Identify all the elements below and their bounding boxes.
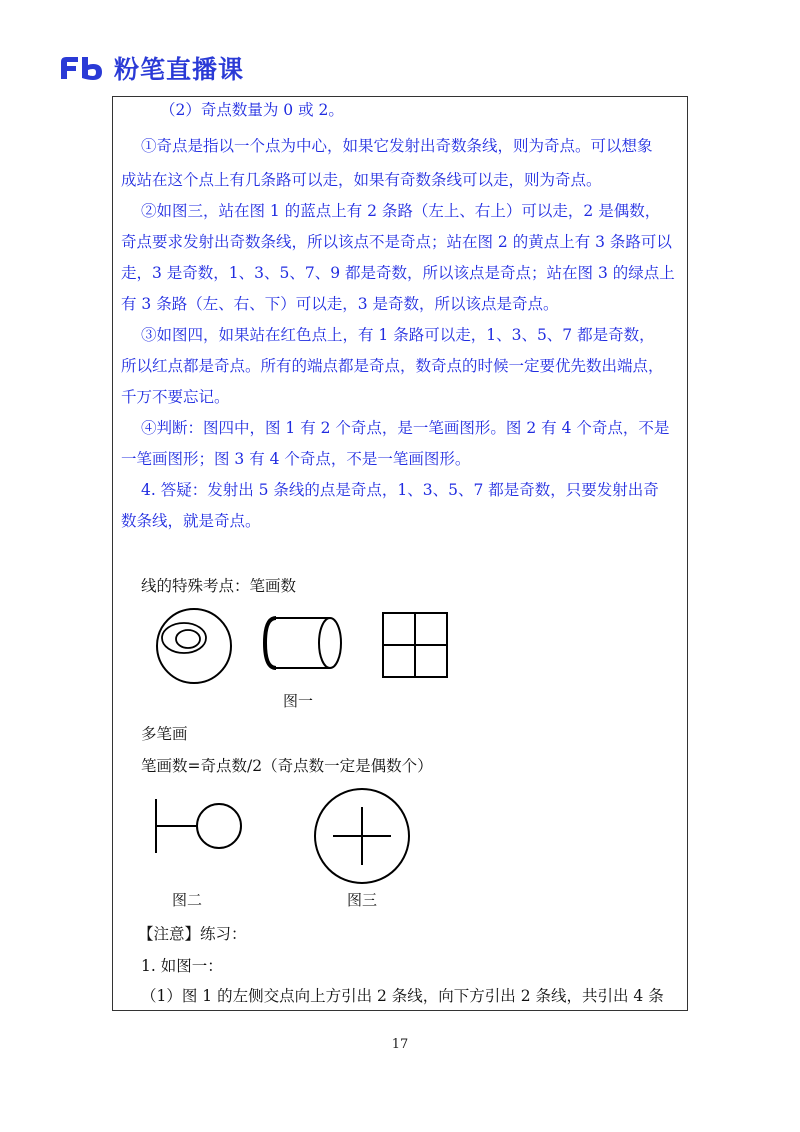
text-line: ④判断：图四中，图 1 有 2 个奇点，是一笔画图形。图 2 有 4 个奇点，不是 (141, 419, 670, 437)
figure-caption: 图三 (347, 891, 378, 909)
text-line: 成站在这个点上有几条路可以走，如果有奇数条线可以走，则为奇点。 (121, 171, 602, 189)
question-line: 1. 如图一： (141, 957, 223, 975)
text-line: ①奇点是指以一个点为中心，如果它发射出奇数条线，则为奇点。可以想象 (141, 137, 653, 155)
section-heading: 线的特殊考点：笔画数 (141, 577, 297, 595)
text-line: 有 3 条路（左、右、下）可以走，3 是奇数，所以该点是奇点。 (121, 295, 559, 313)
fb-logo-icon (58, 55, 104, 81)
text-line: 一笔画图形；图 3 有 4 个奇点，不是一笔画图形。 (121, 450, 471, 468)
note-heading: 【注意】练习： (138, 925, 247, 943)
figure-circle-cross (312, 786, 412, 886)
figure-cylinder (262, 615, 347, 671)
text-line: 奇点要求发射出奇数条线，所以该点不是奇点；站在图 2 的黄点上有 3 条路可以 (121, 233, 672, 251)
figure-grid-square (380, 610, 450, 680)
text-line: 多笔画 (141, 725, 188, 743)
figure-caption: 图一 (283, 692, 314, 710)
question-line: （1）图 1 的左侧交点向上方引出 2 条线，向下方引出 2 条线，共引出 4 条 (141, 987, 664, 1005)
brand-header (58, 50, 244, 86)
formula-line: 笔画数=奇点数/2（奇点数一定是偶数个） (141, 757, 433, 775)
text-line: 千万不要忘记。 (121, 388, 230, 406)
text-line: 走，3 是奇数，1、3、5、7、9 都是奇数，所以该点是奇点；站在图 3 的绿点上 (121, 264, 675, 282)
text-line: ③如图四，如果站在红色点上，有 1 条路可以走，1、3、5、7 都是奇数， (141, 326, 655, 344)
text-line: 数条线，就是奇点。 (121, 512, 261, 530)
figure-circle-ellipses (150, 606, 240, 686)
page-number: 17 (391, 1037, 409, 1052)
text-line: 所以红点都是奇点。所有的端点都是奇点，数奇点的时候一定要优先数出端点， (121, 357, 664, 375)
brand-name: 粉笔直播课 (114, 55, 245, 84)
figure-caption: 图二 (172, 891, 203, 909)
figure-line-circle (148, 796, 248, 856)
text-line: 4. 答疑：发射出 5 条线的点是奇点，1、3、5、7 都是奇数，只要发射出奇 (141, 481, 659, 499)
text-line: ②如图三，站在图 1 的蓝点上有 2 条路（左上、右上）可以走，2 是偶数， (141, 202, 661, 220)
text-line: （2）奇点数量为 0 或 2。 (160, 101, 344, 119)
